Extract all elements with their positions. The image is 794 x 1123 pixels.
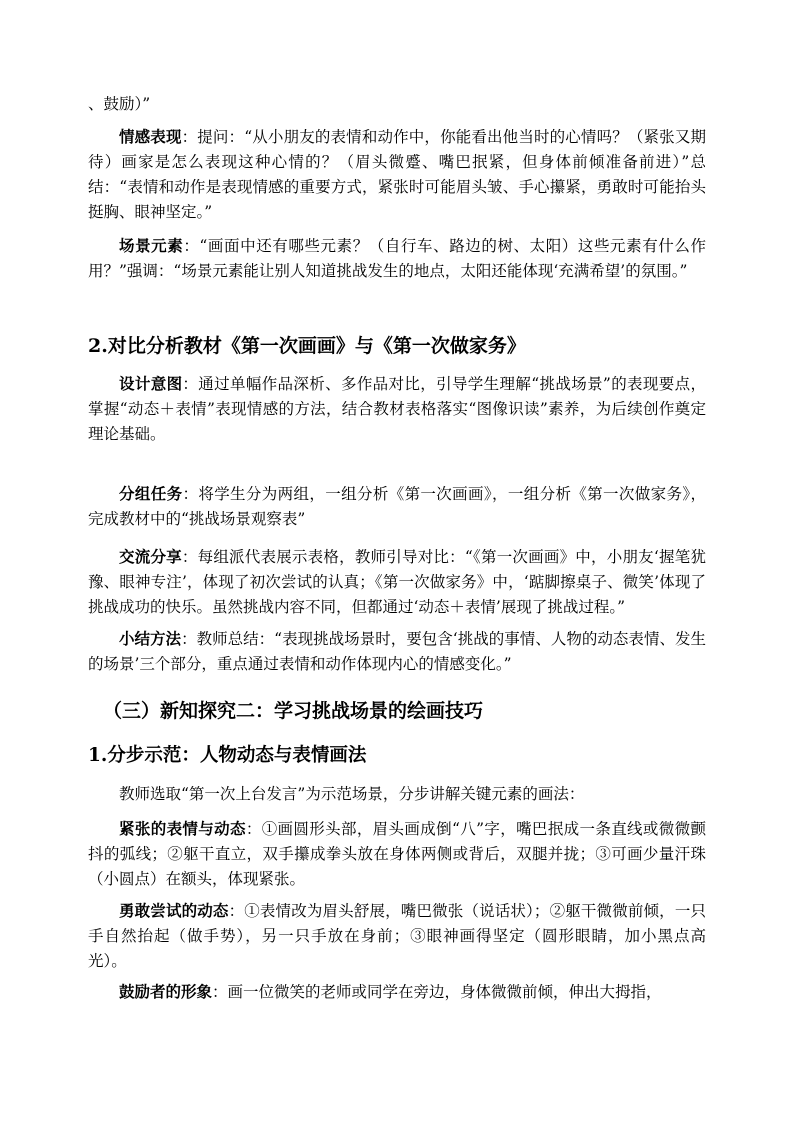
paragraph-lead: 鼓励者的形象 [119, 982, 213, 1001]
paragraph-text: ：“画面中还有哪些元素？（自行车、路边的树、太阳）这些元素有什么作用？”强调：“场景元素能让别人知道挑战发生的地点，太阳还能体现‘充满希望’的氛围。” [88, 237, 706, 280]
paragraph-lead: 情感表现 [119, 127, 182, 146]
paragraph-lead: 小结方法 [119, 629, 182, 648]
paragraph-text: ：①表情改为眉头舒展，嘴巴微张（说话状）；②躯干微微前倾，一只手自然抬起（做手势），另一只手放在身前；③眼神画得坚定（圆形眼睛，加小黑点高光）。 [88, 902, 706, 970]
paragraph-lead: 场景元素 [119, 236, 184, 255]
heading-number: 1. [88, 745, 108, 766]
paragraph-emotion-expression [88, 124, 706, 225]
paragraph-lead: 交流分享 [119, 547, 182, 566]
section-heading-2 [88, 332, 706, 360]
paragraph-lead: 紧张的表情与动态 [119, 819, 246, 838]
paragraph-text: ：画一位微笑的老师或同学在旁边，身体微微前倾，伸出大拇指， [212, 983, 662, 1001]
paragraph-nervous-expression [88, 816, 706, 892]
section-heading-1 [88, 742, 706, 770]
paragraph-continuation [88, 92, 706, 117]
paragraph-text: ：通过单幅作品深析、多作品对比，引导学生理解“挑战场景”的表现要点，掌握“动态＋表情”表现情感的方法，结合教材表格落实“图像识读”素养，为后续创作奠定理论基础。 [88, 375, 706, 443]
paragraph-summary-method [88, 626, 706, 677]
heading-text: （三）新知探究二：学习挑战场景的绘画技巧 [103, 700, 484, 722]
heading-text: 2.对比分析教材《第一次画画》与《第一次做家务》 [88, 335, 526, 357]
paragraph-text: ：①画圆形头部，眉头画成倒“八”字，嘴巴抿成一条直线或微微颤抖的弧线；②躯干直立，双手攥成拳头放在身体两侧或背后，双腿并拢；③可画少量汗珠（小圆点）在额头，体现紧张。 [88, 820, 706, 888]
paragraph-text: ：每组派代表展示表格，教师引导对比：“《第一次画画》中，小朋友‘握笔犹豫、眼神专注’，体现了初次尝试的认真；《第一次做家务》中，‘踮脚擦桌子、微笑’体现了挑战成功的快乐。虽然挑战内容不同，但都通过‘动态＋表情’展现了挑战过程。” [88, 548, 706, 616]
paragraph-group-task [88, 481, 706, 532]
paragraph-text: 教师选取“第一次上台发言”为示范场景，分步讲解关键元素的画法： [119, 785, 585, 803]
paragraph-scene-elements [88, 233, 706, 284]
paragraph-text: ：教师总结：“表现挑战场景时，要包含‘挑战的事情、人物的动态表情、发生的场景’三个部分，重点通过表情和动作体现内心的情感变化。” [88, 630, 706, 673]
paragraph-exchange-share [88, 544, 706, 620]
section-heading-san [103, 697, 721, 725]
paragraph-lead: 勇敢尝试的动态 [119, 901, 229, 920]
paragraph-demo-intro [88, 782, 706, 807]
paragraph-design-intent [88, 371, 706, 447]
paragraph-text: ：提问：“从小朋友的表情和动作中，你能看出他当时的心情吗？（紧张又期待）画家是怎么表现这种心情的？（眉头微蹙、嘴巴抿紧，但身体前倾准备前进）”总结：“表情和动作是表现情感的重要方式，紧张时可能眉头皱、手心攥紧，勇敢时可能抬头挺胸、眼神坚定。” [88, 128, 706, 221]
paragraph-text: 、鼓励）” [88, 95, 151, 113]
paragraph-text: ：将学生分为两组，一组分析《第一次画画》，一组分析《第一次做家务》，完成教材中的“挑战场景观察表” [88, 485, 706, 528]
paragraph-lead: 设计意图 [119, 374, 183, 393]
heading-text: 分步示范：人物动态与表情画法 [107, 745, 367, 766]
paragraph-encourager-image [88, 979, 706, 1005]
paragraph-lead: 分组任务 [119, 484, 183, 503]
paragraph-brave-attempt [88, 898, 706, 974]
